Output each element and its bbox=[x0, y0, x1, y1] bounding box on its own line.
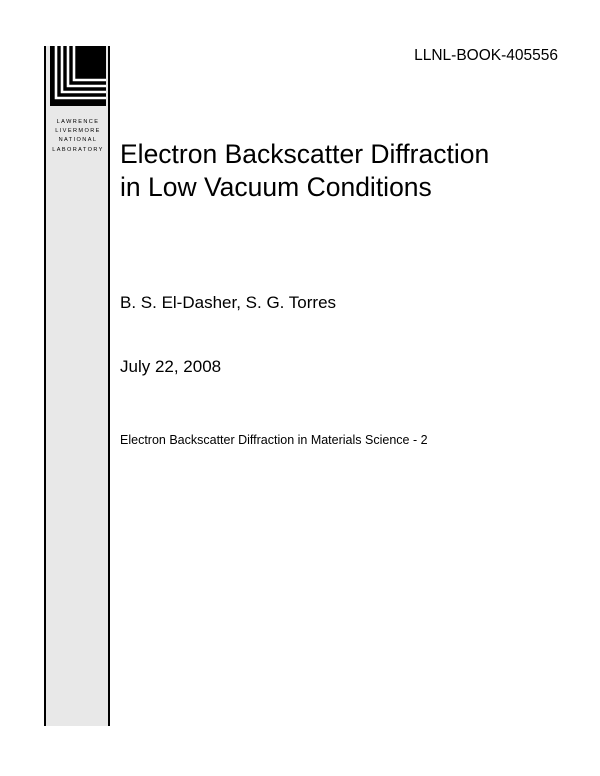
lab-name-line: NATIONAL bbox=[58, 137, 98, 144]
report-number: LLNL-BOOK-405556 bbox=[414, 47, 558, 64]
lab-name-line: LIVERMORE bbox=[55, 128, 101, 135]
authors: B. S. El-Dasher, S. G. Torres bbox=[120, 293, 337, 312]
lab-name bbox=[48, 118, 108, 155]
lab-name-line: LAWRENCE bbox=[56, 119, 100, 125]
document-title bbox=[120, 138, 560, 204]
llnl-logo-icon bbox=[50, 46, 106, 106]
lab-name-line: LABORATORY bbox=[52, 146, 104, 153]
title-line: in Low Vacuum Conditions bbox=[120, 172, 432, 202]
title-line: Electron Backscatter Diffraction bbox=[120, 139, 490, 169]
publication-name: Electron Backscatter Diffraction in Materials Science - 2 bbox=[120, 433, 428, 447]
publication-date: July 22, 2008 bbox=[120, 357, 222, 376]
